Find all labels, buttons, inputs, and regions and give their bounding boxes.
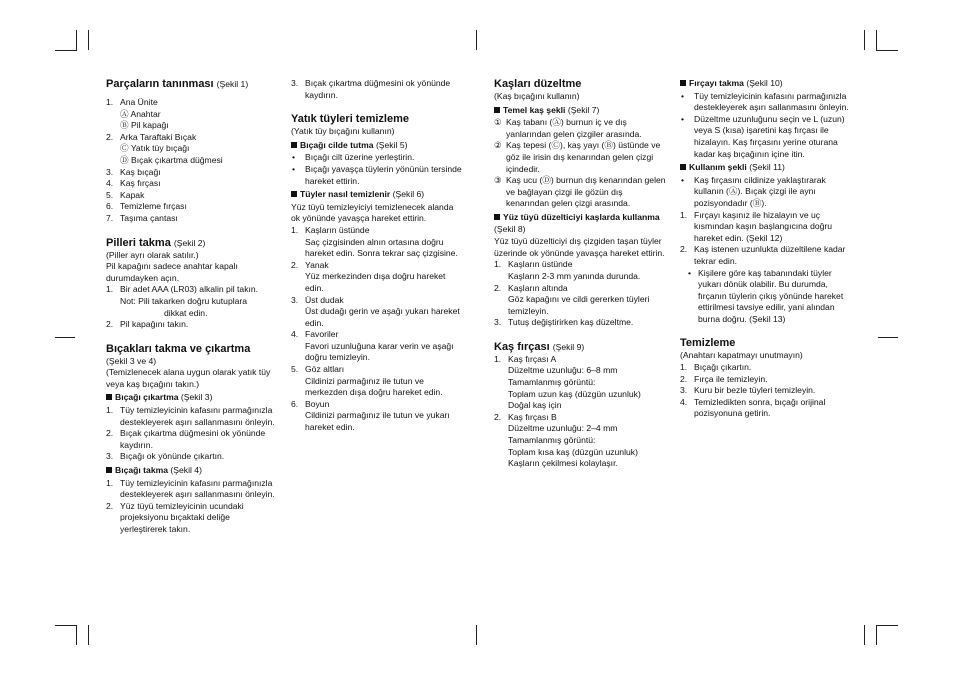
crop-mark xyxy=(876,625,877,645)
list-item: 2. Yanak Yüz merkezinden dışa doğru hareket edin. xyxy=(291,259,446,293)
list-item: 2. Kaş istenen uzunlukta düzeltilene kadar tekrar edin. xyxy=(680,244,846,266)
subsection-title-basic-shape: Temel kaş şekli (Şekil 7) xyxy=(494,105,666,117)
crop-mark xyxy=(876,50,898,51)
note: Not: Pili takarken doğru kutuplara xyxy=(120,295,248,306)
column-4 xyxy=(680,78,852,420)
list-item: 2. Kaş fırçası B Düzeltme uzunluğu: 2–4 mm Tamamlanmış görüntü: Toplam kısa kaş (düzgün uzunluk) Kaşların çekilmesi kolaylaşır. xyxy=(494,411,638,469)
column-2 xyxy=(291,78,463,434)
paragraph: Yüz tüyü temizleyiciyi temizlenecek alanda ok yönünde yavaşça hareket ettirin. xyxy=(291,201,454,224)
list-item: 1. Kaşların üstünde Kaşların 2-3 mm yanında durunda. xyxy=(494,259,641,281)
subsection-title-hold: Bıçağı cilde tutma (Şekil 5) xyxy=(291,140,463,152)
square-bullet-icon xyxy=(106,467,112,473)
crop-mark xyxy=(55,50,77,51)
bullet-item: • Bıçağı yavaşça tüylerin yönünün tersinde hareket ettirin. xyxy=(292,163,462,186)
subtitle: (Temizlenecek alana uygun olarak yatık tüy veya kaş bıçağını takın.) xyxy=(106,367,271,389)
list-item: 1. Kaşların üstünde Saç çizgisinden alnın ortasına doğru hareket edin. Sonra tekrar saç çizgisine. xyxy=(291,224,458,259)
subsection-title-attach-brush: Fırçayı takma (Şekil 10) xyxy=(680,78,852,90)
square-bullet-icon xyxy=(494,107,500,113)
square-bullet-icon xyxy=(106,394,112,400)
crop-mark xyxy=(864,625,865,645)
list-item: 1. Bıçağı çıkartın. xyxy=(680,362,752,373)
crop-mark xyxy=(88,625,89,645)
crop-mark xyxy=(864,30,865,50)
crop-mark xyxy=(878,337,898,338)
list-item: 4. Kaş fırçası xyxy=(106,178,161,189)
crop-mark xyxy=(76,30,77,50)
section-title-blades: Bıçakları takma ve çıkartma xyxy=(106,342,251,355)
subsection-title-usage: Kullanım şekli (Şekil 11) xyxy=(680,162,852,174)
crop-mark xyxy=(55,625,77,626)
list-item: ① Kaş tabanı (Ⓐ) burnun iç ve dış yanlarından gelen çizgiler arasında. xyxy=(494,117,642,139)
bullet-item: • Tüy temizleyicinin kafasını parmağınızla destekleyerek aşırı sallanmasını önleyin. xyxy=(681,90,849,113)
paragraph: Pil kapağını sadece anahtar kapalı durumdayken açın. xyxy=(106,261,238,283)
column-3 xyxy=(494,78,666,470)
list-item: 3. Tutuş değiştirirken kaş düzeltme. xyxy=(494,317,634,328)
square-bullet-icon xyxy=(680,80,686,86)
square-bullet-icon xyxy=(291,142,297,148)
list-item: 1. Tüy temizleyicinin kafasını parmağınızla destekleyerek aşırı sallanmasını önleyin. xyxy=(106,405,275,427)
bullet-item: • Bıçağı cilt üzerine yerleştirin. xyxy=(292,152,415,163)
list-item: 3. Üst dudak Üst dudağı gerin ve aşağı yukarı hareket edin. xyxy=(291,294,460,328)
list-item: 1. Ana Ünite xyxy=(106,97,158,107)
subtitle: (Şekil 3 ve 4) xyxy=(106,355,157,366)
subsection-title-remove: Bıçağı çıkartma (Şekil 3) xyxy=(106,392,276,404)
list-item: 6. Boyun Cildinizi parmağınız ile tutun ve yukarı hareket edin. xyxy=(291,398,450,433)
section-title-parts: Parçaların tanınması (Şekil 1) xyxy=(106,78,249,90)
paragraph: Yüz tüyü düzelticiyi dış çizgiden taşan tüyler üzerinde ok yönünde yavaşça hareket ettirin. xyxy=(494,236,665,258)
list-item: 2. Kaşların altında Göz kapağını ve cildi gererken tüyleri temizleyin. xyxy=(494,282,650,316)
list-item: 2. Arka Taraftaki Bıçak xyxy=(106,131,197,142)
list-item: Ⓒ Yatık tüy bıçağı xyxy=(120,143,190,154)
crop-mark xyxy=(76,625,77,645)
section-title-lying-hair: Yatık tüyleri temizleme xyxy=(291,113,409,126)
crop-mark xyxy=(476,625,477,645)
list-item: 2. Fırça ile temizleyin. xyxy=(680,373,768,384)
note-continued: dikkat edin. xyxy=(164,307,208,318)
list-item: 3. Kaş bıçağı xyxy=(106,166,161,177)
bullet-item: • Düzeltme uzunluğunu seçin ve L (uzun) veya S (kısa) işaretini kaş fırçası ile hizalayın. Kaş fırçasını yerine oturana kadar kaş bıçağının içine itin. xyxy=(681,113,845,159)
list-item: ③ Kaş ucu (Ⓓ) burnun dış kenarından gelen ve bağlayan çizgi ile gözün dış kenarından gelen çizgi arasında. xyxy=(494,175,666,209)
square-bullet-icon xyxy=(494,214,500,220)
list-item: 5. Kapak xyxy=(106,189,145,200)
subtitle: (Yatık tüy bıçağını kullanın) xyxy=(291,126,395,137)
crop-mark xyxy=(476,30,477,50)
list-item: 7. Taşıma çantası xyxy=(106,212,178,223)
square-bullet-icon xyxy=(680,164,686,170)
section-title-brow-brush: Kaş fırçası (Şekil 9) xyxy=(494,340,585,353)
subsection-title-trim-brows: Yüz tüyü düzelticiyi kaşlarda kullanma (Şekil 8) xyxy=(494,211,660,234)
list-item: 1. Kaş fırçası A Düzeltme uzunluğu: 6–8 mm Tamamlanmış görüntü: Toplam uzun kaş (düzgün uzunluk) Doğal kaş için xyxy=(494,353,641,411)
section-title-battery: Pilleri takma (Şekil 2) xyxy=(106,236,206,249)
crop-mark xyxy=(88,30,89,50)
list-item: 3. Bıçağı ok yönünde çıkartın. xyxy=(106,451,225,462)
subtitle: (Piller ayrı olarak satılır.) xyxy=(106,249,199,260)
subsection-title-how: Tüyler nasıl temizlenir (Şekil 6) xyxy=(291,189,463,201)
list-item: 6. Temizleme fırçası xyxy=(106,201,187,212)
subsection-title-install: Bıçağı takma (Şekil 4) xyxy=(106,465,276,477)
list-item: 5. Göz altları Cildinizi parmağınız ile tutun ve merkezden dışa doğru hareket edin. xyxy=(291,364,443,398)
list-item: Ⓑ Pil kapağı xyxy=(120,120,169,131)
list-item: 1. Tüy temizleyicinin kafasını parmağınızla destekleyerek aşırı sallanmasını önleyin. xyxy=(106,477,275,500)
crop-mark xyxy=(55,337,75,338)
list-item: Ⓐ Anahtar xyxy=(120,108,161,119)
parts-list xyxy=(106,97,276,225)
list-item: 3. Bıçak çıkartma düğmesini ok yönünde kaydırın. xyxy=(291,78,451,100)
crop-mark xyxy=(876,625,898,626)
list-item: ② Kaş tepesi (Ⓒ), kaş yayı (Ⓑ) üstünde ve göz ile irisin dış kenarından gelen çizgi içindedir. xyxy=(494,140,661,174)
list-item: 1. Fırçayı kaşınız ile hizalayın ve uç kısmından kaşın başlangıcına doğru hareket edin. (Şekil 12) xyxy=(680,209,833,243)
bullet-item: • Kişilere göre kaş tabanındaki tüyler yukarı dönük olabilir. Bu durumda, fırçanın tüylerin çıkış yönünde hareket ettirilmesi tavsiye edilir, yani alından burna doğru. (Şekil 13) xyxy=(688,267,844,324)
list-item: Ⓓ Bıçak çıkartma düğmesi xyxy=(120,154,223,165)
list-item: 4. Temizledikten sonra, bıçağı orijinal pozisyonuna getirin. xyxy=(680,396,826,419)
column-1 xyxy=(106,78,276,536)
subtitle: (Anahtarı kapatmayı unutmayın) xyxy=(680,350,803,361)
list-item: 2. Bıçak çıkartma düğmesini ok yönünde kaydırın. xyxy=(106,428,266,450)
list-item: 2. Yüz tüyü temizleyicinin ucundaki projeksiyonu bıçaktaki deliğe yerleştirerek takın. xyxy=(106,500,244,534)
square-bullet-icon xyxy=(291,191,297,197)
subtitle: (Kaş bıçağını kullanın) xyxy=(494,91,580,101)
list-item: 1. Bir adet AAA (LR03) alkalin pil takın. xyxy=(106,284,259,295)
section-title-cleaning: Temizleme xyxy=(680,337,736,350)
list-item: 3. Kuru bir bezle tüyleri temizleyin. xyxy=(680,385,816,396)
list-item: 4. Favoriler Favori uzunluğuna karar verin ve aşağı doğru temizleyin. xyxy=(291,329,454,363)
bullet-item: • Kaş fırçasını cildinize yaklaştırarak kullanın (Ⓐ). Bıçak çizgi ile aynı pozisyondadır (Ⓑ). xyxy=(681,174,826,208)
section-title-brows: Kaşları düzeltme xyxy=(494,78,582,90)
crop-mark xyxy=(876,30,877,50)
list-item: 2. Pil kapağını takın. xyxy=(106,319,189,330)
